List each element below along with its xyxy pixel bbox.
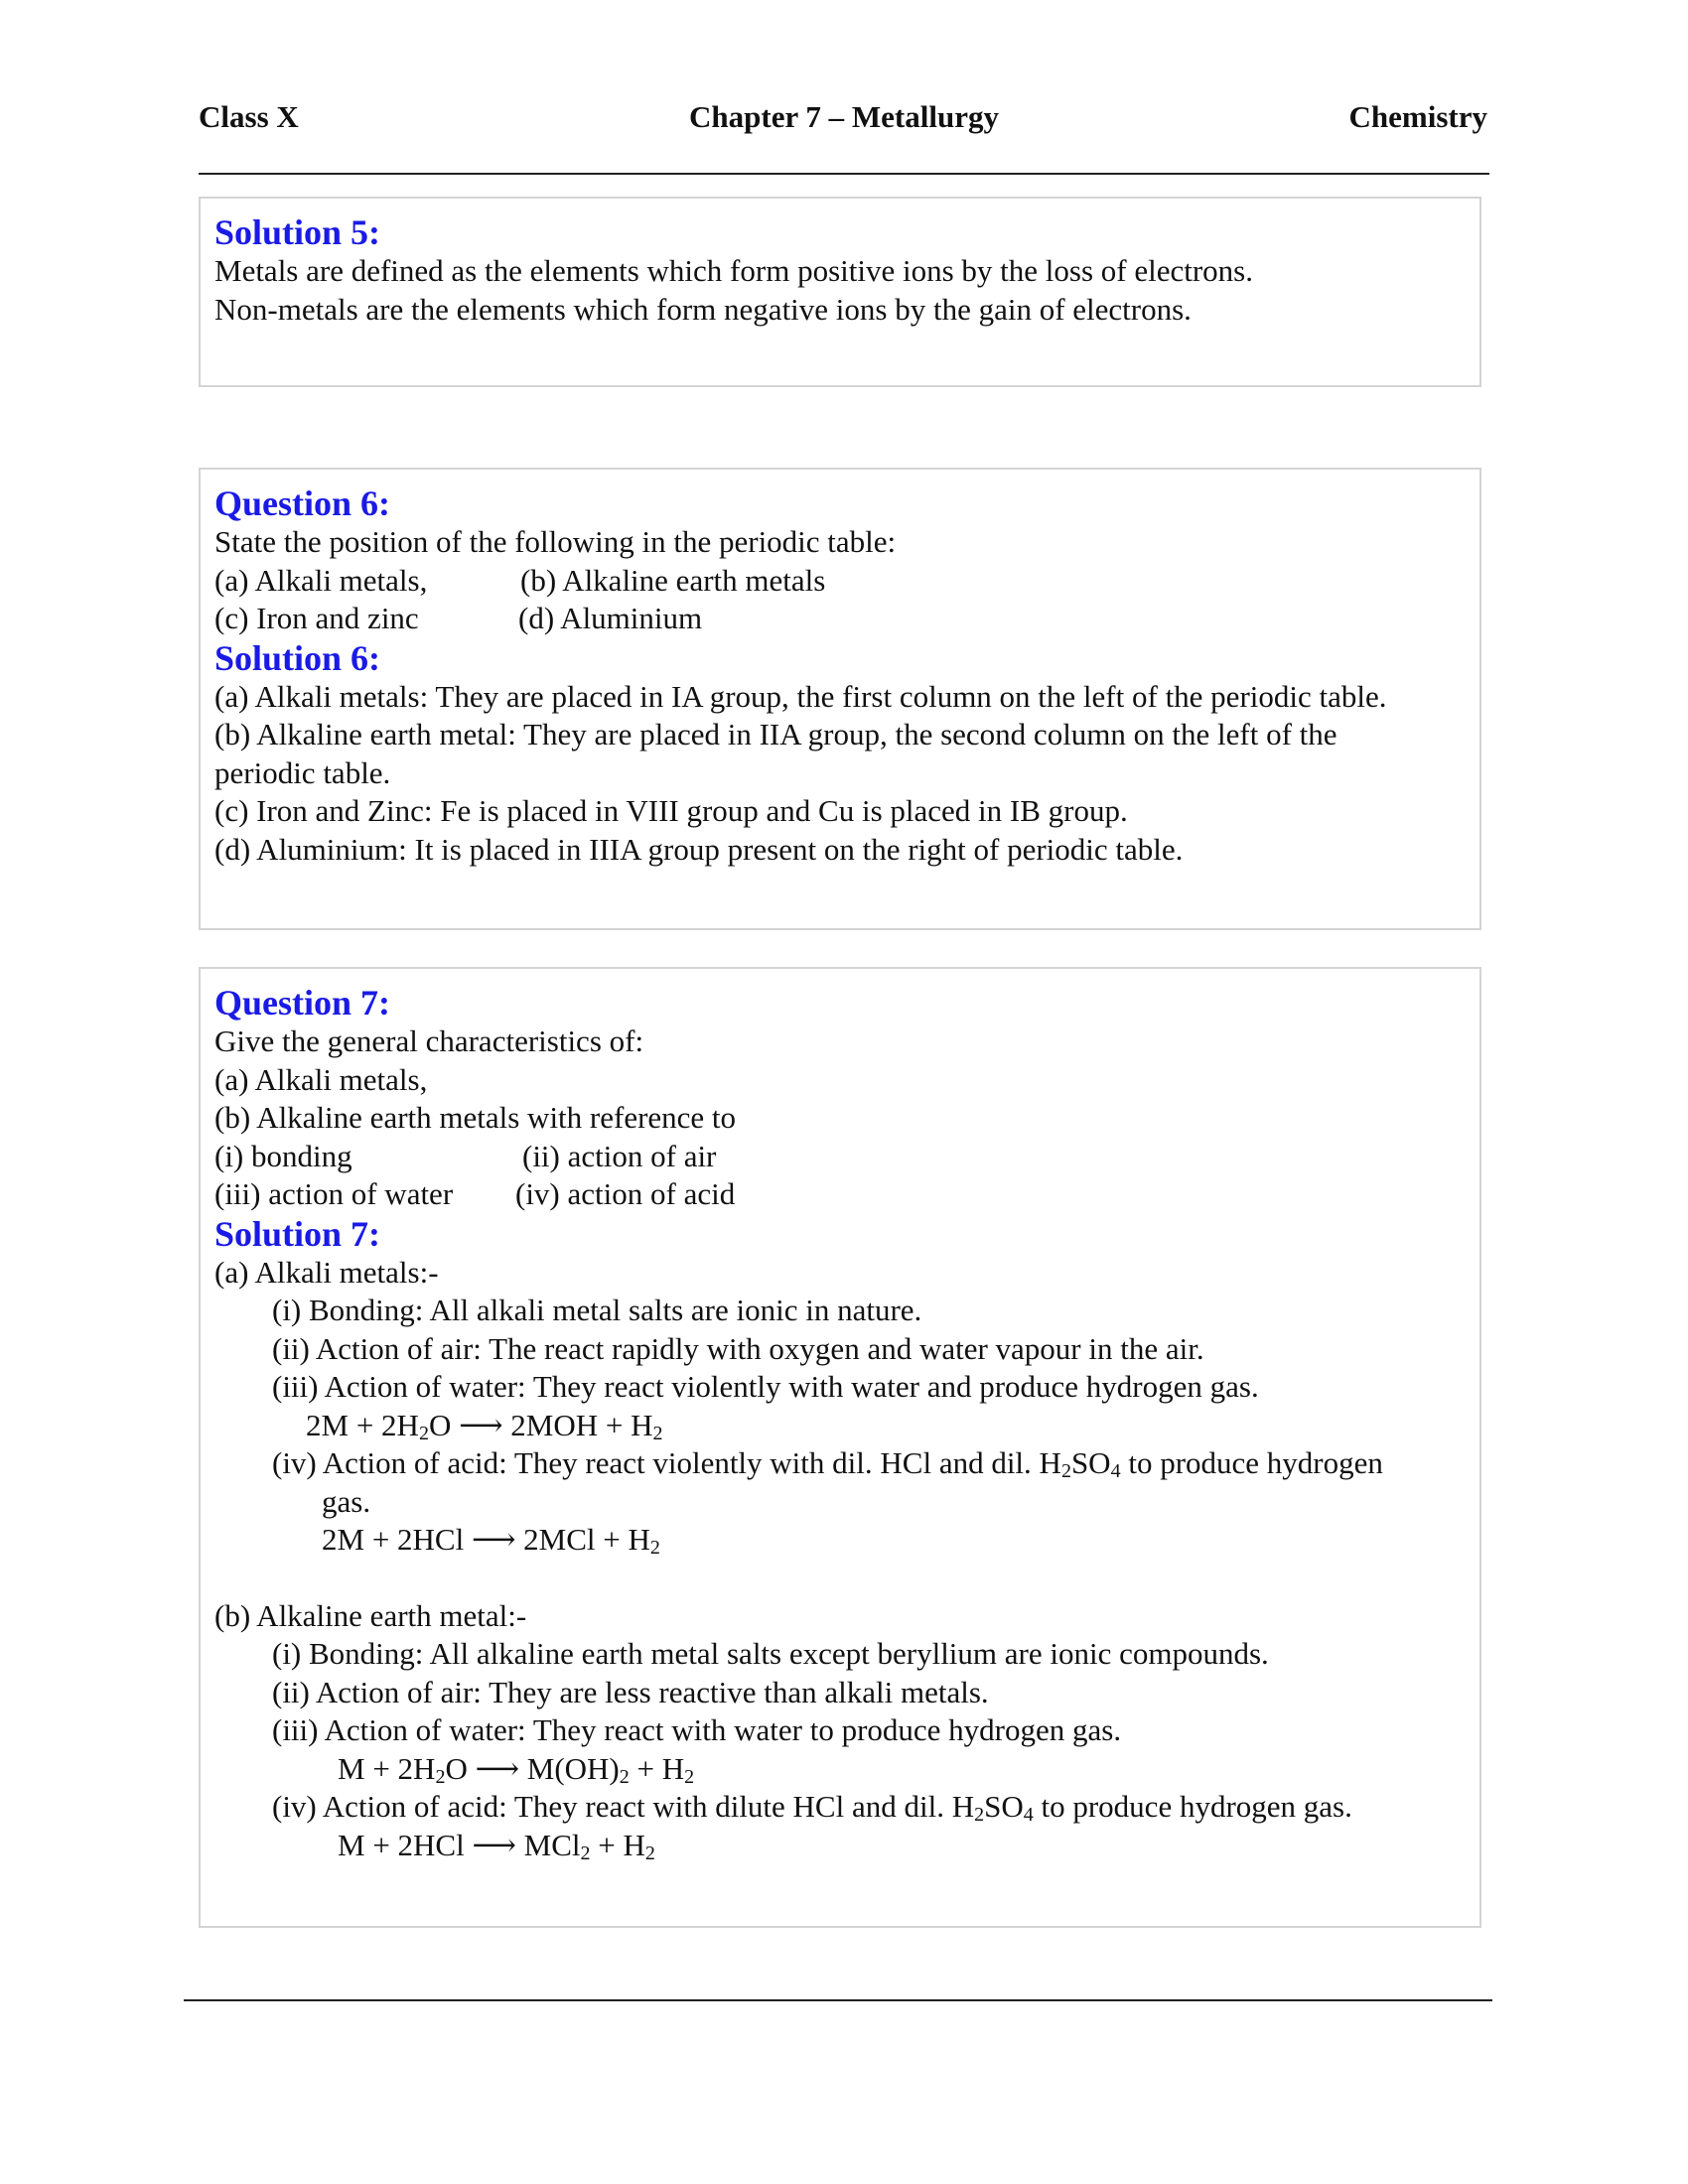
solution-6-line-d: (d) Aluminium: It is placed in IIIA group present on the right of periodic table. <box>214 831 1184 867</box>
solution-6-line-a: (a) Alkali metals: They are placed in IA group, the first column on the left of the periodic table. <box>214 678 1387 714</box>
solution-6-line-b-cont: periodic table. <box>214 754 391 790</box>
option-i: (i) bonding <box>214 1138 352 1173</box>
question-7-line-3: (b) Alkaline earth metals with reference to <box>214 1100 737 1135</box>
option-ii: (ii) action of air <box>522 1138 717 1173</box>
part-a-equation-water: $2M + 2H_2O$ ⟶ $2MOH + H_2$ <box>306 1407 663 1444</box>
spacer <box>214 1560 1466 1597</box>
part-a-action-of-water: (iii) Action of water: They react violently with water and produce hydrogen gas. <box>272 1369 1259 1404</box>
footer-divider <box>184 1999 1492 2001</box>
header-class: Class X <box>199 99 299 134</box>
part-a-bonding: (i) Bonding: All alkali metal salts are ionic in nature. <box>272 1293 922 1327</box>
solution-7-heading: Solution 7: <box>214 1213 381 1254</box>
part-b-action-of-water: (iii) Action of water: They react with water to produce hydrogen gas. <box>272 1712 1122 1747</box>
header-subject: Chemistry <box>1348 99 1487 134</box>
part-a-action-of-acid: (iv) Action of acid: They react violently with dil. HCl and dil. $H_2SO_4$ to produce hydrogen <box>272 1445 1383 1482</box>
part-b-action-of-air: (ii) Action of air: They are less reactive than alkali metals. <box>272 1674 989 1709</box>
question-6-box <box>199 468 1481 930</box>
option-a: (a) Alkali metals, <box>214 562 428 598</box>
part-a-action-of-acid-cont: gas. <box>322 1483 371 1519</box>
question-7-options-row-1 <box>214 1138 1466 1176</box>
part-b-title: (b) Alkaline earth metal:- <box>214 1597 527 1633</box>
question-7-line-2: (a) Alkali metals, <box>214 1061 428 1097</box>
part-b-bonding: (i) Bonding: All alkaline earth metal salts except beryllium are ionic compounds. <box>272 1636 1269 1671</box>
question-7-line-1: Give the general characteristics of: <box>214 1024 644 1058</box>
solution-5-box <box>199 197 1481 387</box>
option-iii: (iii) action of water <box>214 1176 454 1211</box>
question-6-options-row-2 <box>214 600 1466 638</box>
header-chapter: Chapter 7 – Metallurgy <box>689 99 999 134</box>
solution-5-line-1: Metals are defined as the elements which form positive ions by the loss of electrons. <box>214 253 1253 288</box>
part-a-equation-acid: 2M + 2HCl ⟶ $2MCl + H_2$ <box>322 1522 660 1559</box>
option-iv: (iv) action of acid <box>515 1176 736 1211</box>
header-divider <box>199 173 1489 175</box>
part-a-action-of-air: (ii) Action of air: The react rapidly with oxygen and water vapour in the air. <box>272 1330 1204 1366</box>
question-6-text: State the position of the following in the periodic table: <box>214 524 897 559</box>
part-b-equation-acid: M + 2HCl ⟶ $MCl_2 + H_2$ <box>338 1827 655 1864</box>
option-d: (d) Aluminium <box>518 601 703 635</box>
question-6-heading: Question 6: <box>214 483 391 523</box>
question-7-box <box>199 967 1481 1928</box>
part-b-action-of-acid: (iv) Action of acid: They react with dilute HCl and dil. $H_2SO_4$ to produce hydrogen gas. <box>272 1789 1352 1826</box>
solution-5-line-2: Non-metals are the elements which form negative ions by the gain of electrons. <box>214 291 1192 327</box>
question-7-options-row-2 <box>214 1175 1466 1214</box>
part-b-equation-water: $M + 2H_2O$ ⟶ $M(OH)_2 + H_2$ <box>338 1750 695 1788</box>
option-c: (c) Iron and zinc <box>214 601 419 635</box>
solution-6-heading: Solution 6: <box>214 637 381 678</box>
question-7-heading: Question 7: <box>214 983 391 1023</box>
part-a-title: (a) Alkali metals:- <box>214 1254 439 1290</box>
question-6-options-row-1 <box>214 562 1466 601</box>
solution-5-heading: Solution 5: <box>214 212 381 252</box>
solution-6-line-b: (b) Alkaline earth metal: They are placed in IIA group, the second column on the left of the <box>214 717 1337 751</box>
option-b: (b) Alkaline earth metals <box>520 562 826 598</box>
solution-6-line-c: (c) Iron and Zinc: Fe is placed in VIII group and Cu is placed in IB group. <box>214 793 1128 828</box>
